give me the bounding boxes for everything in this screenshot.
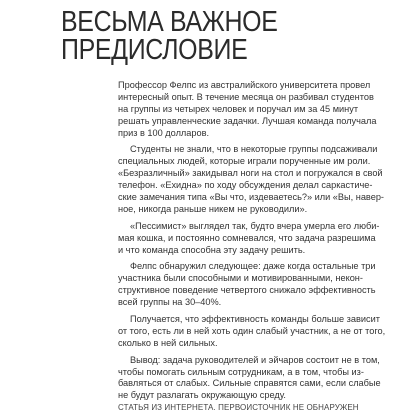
text-line: ное, никогда раньше никем не руководили».: [118, 203, 308, 214]
text-line: не будут разлагать окружающую среду.: [118, 390, 286, 401]
text-line: структивное поведение четвертого снижало эффективность: [118, 285, 376, 296]
text-line: и что команда способна эту задачу решить.: [118, 244, 306, 255]
text-line: чтобы помогать сильным сотрудникам, а в том, чтобы из-: [118, 366, 364, 377]
text-line: на группы из четырех человек и поручал им за 45 минут: [118, 103, 359, 114]
paragraph-6: [118, 355, 418, 403]
text-line: Фелпс обнаружил следующее: даже когда остальные три: [130, 261, 376, 272]
text-line: телефон. «Ехидна» по ходу обсуждения делал саркастиче-: [118, 180, 373, 191]
text-line: «Безразличный» закидывал ноги на стол и погружался в свой: [118, 168, 383, 179]
text-line: сколько в ней сильных.: [118, 337, 218, 348]
text-line: «Пессимист» выглядел так, будто вчера умерла его люби-: [130, 220, 380, 231]
text-line: мая кошка, и постоянно сомневался, что задача разрешима: [118, 232, 376, 243]
text-line: участника были способными и мотивированными, некон-: [118, 273, 363, 284]
text-line: приз в 100 долларов.: [118, 127, 210, 138]
paragraph-1: [118, 80, 418, 139]
chapter-title-line-2: ПРЕДИСЛОВИЕ: [61, 34, 248, 66]
text-line: бавляться от слабых. Сильные справятся сами, если слабые: [118, 378, 381, 389]
text-line: ские замечания типа «Вы что, издеваетесь?» или «Вы, навер-: [118, 192, 384, 203]
text-line: от того, есть ли в ней хоть один слабый участник, а не от того,: [118, 325, 386, 336]
chapter-title-line-1: ВЕСЬМА ВАЖНОЕ: [61, 6, 278, 38]
text-line: Студенты не знали, что в некоторые группы подсаживали: [130, 144, 378, 155]
text-line: всей группы на 30–40%.: [118, 297, 222, 308]
text-line: интересный опыт. В течение месяца он разбивал студентов: [118, 91, 374, 102]
text-line: Получается, что эффективность команды больше зависит: [130, 314, 380, 325]
paragraph-3: [118, 221, 418, 257]
text-line: Вывод: задача руководителей и эйчаров состоит не в том,: [130, 354, 380, 365]
paragraph-4: [118, 261, 418, 309]
paragraph-5: [118, 314, 418, 350]
text-line: решать управленческие задачки. Лучшая команда получала: [118, 115, 377, 126]
paragraph-2: [118, 144, 418, 215]
chapter-title: [61, 8, 277, 64]
body-text: [118, 80, 418, 407]
text-line: специальных людей, которые играли порученные им роли.: [118, 156, 371, 167]
source-note: СТАТЬЯ ИЗ ИНТЕРНЕТА. ПЕРВОИСТОЧНИК НЕ ОБНАРУЖЕН: [118, 403, 359, 412]
text-line: Профессор Фелпс из австралийского университета провел: [118, 80, 371, 90]
